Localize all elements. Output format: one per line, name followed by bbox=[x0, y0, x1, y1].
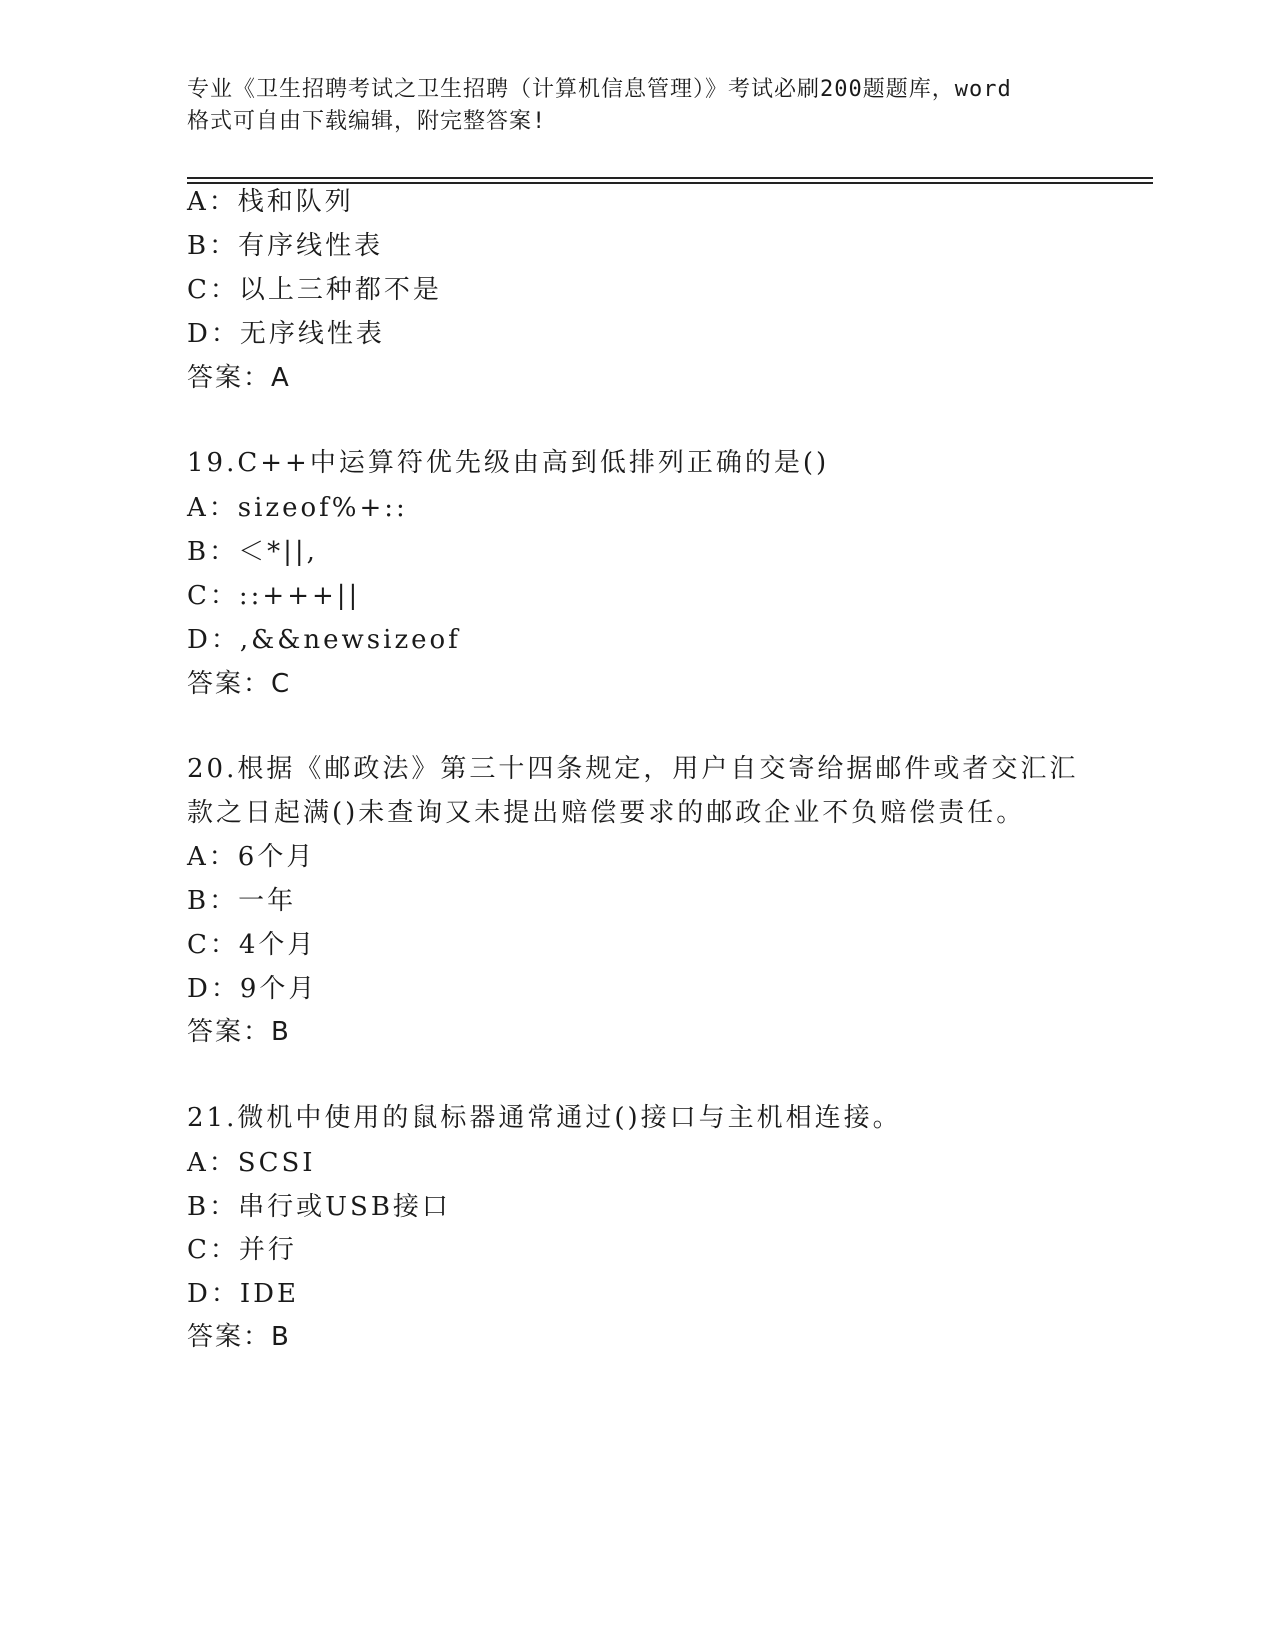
option-d: D：,&&newsizeof bbox=[187, 625, 461, 655]
option-d: D：无序线性表 bbox=[187, 319, 385, 349]
header-divider-bottom bbox=[187, 182, 1153, 184]
option-c: C：以上三种都不是 bbox=[187, 275, 442, 305]
header-title-line-1: 专业《卫生招聘考试之卫生招聘（计算机信息管理）》考试必刷200题题库，word bbox=[187, 77, 1012, 102]
option-c: C：并行 bbox=[187, 1235, 297, 1265]
answer-line: 答案：B bbox=[187, 1322, 291, 1352]
question-text-line-1: 20.根据《邮政法》第三十四条规定，用户自交寄给据邮件或者交汇汇 bbox=[187, 754, 1079, 784]
option-b: B：串行或USB接口 bbox=[187, 1192, 451, 1222]
header-title-line-2: 格式可自由下载编辑，附完整答案! bbox=[187, 109, 547, 134]
option-d: D：IDE bbox=[187, 1279, 299, 1309]
option-c: C：4个月 bbox=[187, 930, 317, 960]
document-header bbox=[187, 74, 1087, 138]
option-d: D：9个月 bbox=[187, 974, 318, 1004]
option-b: B：＜*||, bbox=[187, 537, 318, 567]
option-b: B：一年 bbox=[187, 886, 297, 916]
option-a: A：SCSI bbox=[187, 1148, 316, 1178]
question-text: 21.微机中使用的鼠标器通常通过()接口与主机相连接。 bbox=[187, 1103, 902, 1133]
answer-line: 答案：C bbox=[187, 669, 292, 699]
answer-line: 答案：B bbox=[187, 1017, 291, 1047]
option-a: A：sizeof%+:: bbox=[187, 493, 408, 523]
option-c: C：::+++|| bbox=[187, 581, 361, 611]
answer-line: 答案：A bbox=[187, 363, 291, 393]
option-a: A：6个月 bbox=[187, 842, 316, 872]
question-text: 19.C++中运算符优先级由高到低排列正确的是() bbox=[187, 448, 830, 478]
question-text-line-2: 款之日起满()未查询又未提出赔偿要求的邮政企业不负赔偿责任。 bbox=[187, 798, 1026, 828]
option-a: A：栈和队列 bbox=[187, 187, 354, 217]
header-divider-top bbox=[187, 177, 1153, 179]
option-b: B：有序线性表 bbox=[187, 231, 384, 261]
